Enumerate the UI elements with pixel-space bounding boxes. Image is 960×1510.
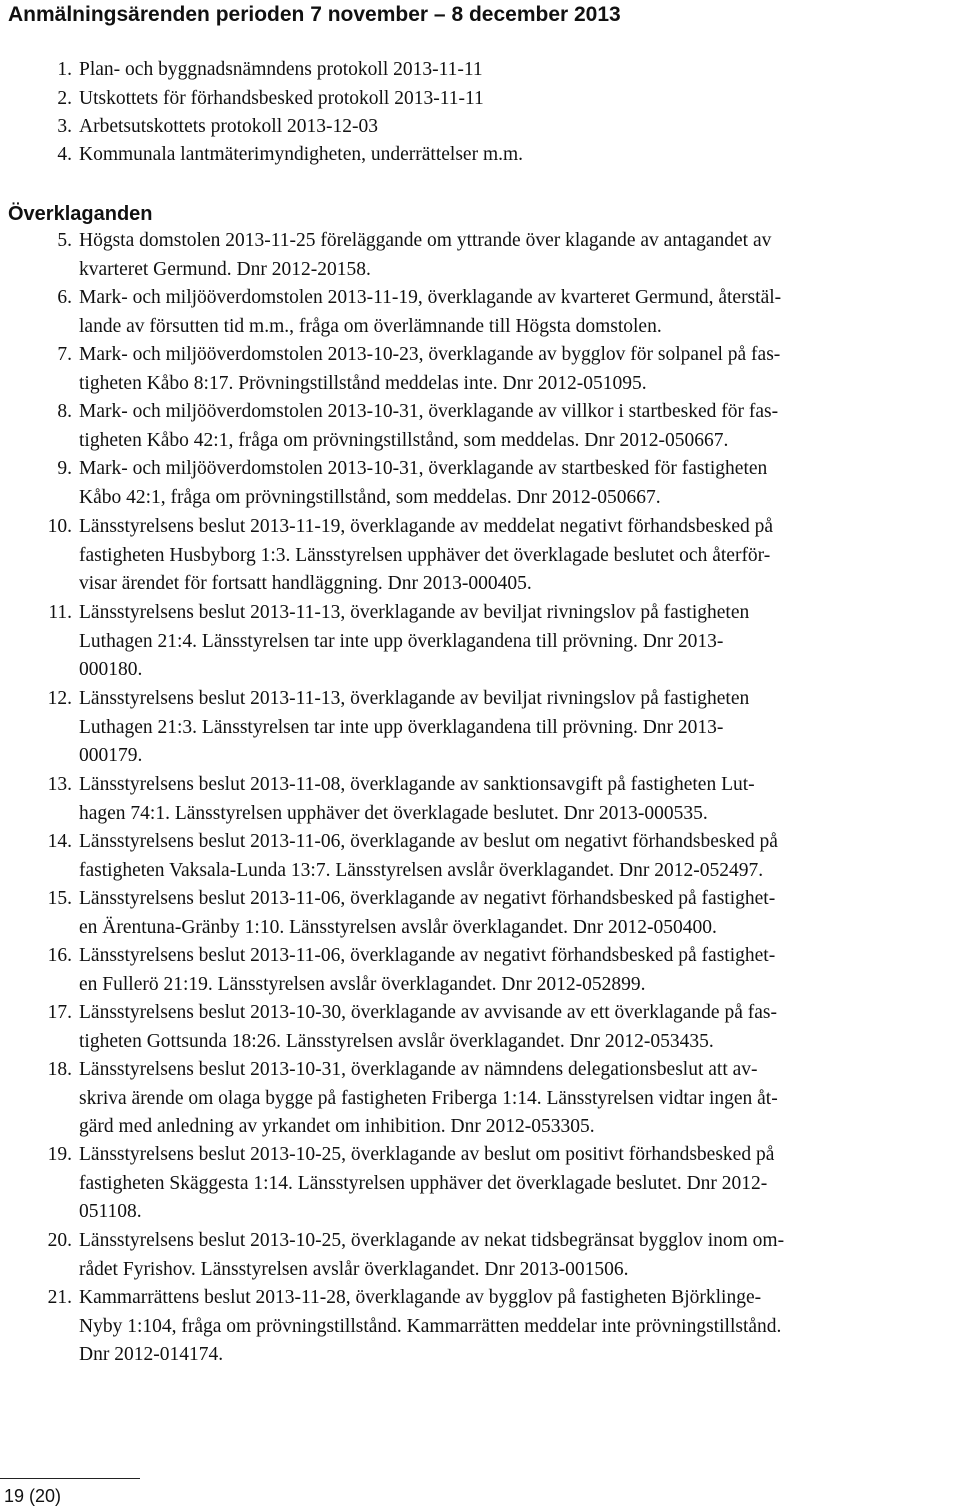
list-item-text: [79, 113, 959, 142]
footer-divider: [0, 1478, 140, 1479]
list-item-text-line: Länsstyrelsens beslut 2013-11-06, överklagande av beslut om negativt förhandsbesked på: [79, 831, 778, 852]
list-item-text-line: Mark- och miljööverdomstolen 2013-10-23, överklagande av bygglov för solpanel på fas-: [79, 344, 781, 365]
list-item-text-line: visar ärendet för fortsatt handläggning. Dnr 2013-000405.: [79, 573, 532, 594]
list-item-number: 13.: [47, 774, 72, 795]
list-item-text-line: Länsstyrelsens beslut 2013-10-31, överklagande av nämndens delegationsbeslut att av-: [79, 1059, 758, 1080]
list-item-text-line: Högsta domstolen 2013-11-25 föreläggande om yttrande över klagande av antagandet av: [79, 230, 772, 251]
list-item-text: [79, 828, 959, 885]
list-item-text: [79, 1284, 959, 1370]
list-item-text-line: hagen 74:1. Länsstyrelsen upphäver det överklagade beslutet. Dnr 2013-000535.: [79, 802, 708, 824]
page-number: 19 (20): [4, 1486, 62, 1506]
list-item-number: 9.: [57, 458, 72, 479]
list-item-number: 1.: [57, 59, 72, 80]
list-item-text-line: Arbetsutskottets protokoll 2013-12-03: [79, 116, 378, 137]
list-item-text: [79, 398, 959, 455]
list-item-text: [79, 141, 959, 170]
list-item-text-line: tigheten Kåbo 8:17. Prövningstillstånd meddelas inte. Dnr 2012-051095.: [79, 372, 647, 394]
list-item-number: 17.: [47, 1002, 72, 1023]
list-item-text-line: Utskottets för förhandsbesked protokoll 2013-11-11: [79, 88, 484, 109]
list-item-text-line: Luthagen 21:3. Länsstyrelsen tar inte upp överklagandena till prövning. Dnr 2013-: [79, 716, 724, 738]
list-item-number: 20.: [47, 1230, 72, 1251]
list-item-text: [79, 771, 959, 828]
list-item-number: 16.: [47, 945, 72, 966]
list-item-text-line: kvarteret Germund. Dnr 2012-20158.: [79, 258, 371, 280]
list-item-text-line: fastigheten Skäggesta 1:14. Länsstyrelsen upphäver det överklagade beslutet. Dnr 2012-: [79, 1172, 768, 1194]
list-item-text-line: fastigheten Vaksala-Lunda 13:7. Länsstyrelsen avslår överklagandet. Dnr 2012-052497.: [79, 859, 764, 881]
list-item-text-line: en Ärentuna-Gränby 1:10. Länsstyrelsen avslår överklagandet. Dnr 2012-050400.: [79, 916, 717, 938]
list-item-text-line: Länsstyrelsens beslut 2013-11-19, överklagande av meddelat negativt förhandsbesked på: [79, 516, 774, 537]
list-item-number: 19.: [47, 1144, 72, 1165]
list-item-text: [79, 341, 959, 398]
list-item-number: 21.: [47, 1287, 72, 1308]
list-item-text: [79, 885, 959, 942]
list-item-text: [79, 56, 959, 85]
list-item-text-line: skriva ärende om olaga bygge på fastigheten Friberga 1:14. Länsstyrelsen vidtar ingen åt-: [79, 1087, 778, 1109]
list-item-text-line: Mark- och miljööverdomstolen 2013-10-31, överklagande av startbesked för fastigheten: [79, 458, 768, 479]
list-item-text: [79, 284, 959, 341]
list-item-text-line: 000179.: [79, 745, 143, 766]
list-item-text-line: Länsstyrelsens beslut 2013-11-13, överklagande av beviljat rivningslov på fastigheten: [79, 688, 750, 709]
list-item-number: 5.: [57, 230, 72, 251]
list-item-text-line: tigheten Kåbo 42:1, fråga om prövningstillstånd, som meddelas. Dnr 2012-050667.: [79, 429, 729, 451]
list-item-text-line: Mark- och miljööverdomstolen 2013-11-19, överklagande av kvarteret Germund, återstäl-: [79, 287, 782, 308]
list-item-number: 8.: [57, 401, 72, 422]
list-item-text-line: Länsstyrelsens beslut 2013-11-08, överklagande av sanktionsavgift på fastigheten Lut-: [79, 774, 755, 795]
list-item-number: 15.: [47, 888, 72, 909]
list-item-text-line: gärd med anledning av yrkandet om inhibition. Dnr 2012-053305.: [79, 1116, 595, 1137]
list-item-text: [79, 455, 959, 512]
list-item-number: 10.: [47, 516, 72, 537]
list-item-text-line: fastigheten Husbyborg 1:3. Länsstyrelsen upphäver det överklagade beslutet och återför-: [79, 544, 771, 566]
list-item-text: [79, 942, 959, 999]
list-item-text-line: Länsstyrelsens beslut 2013-11-06, överklagande av negativt förhandsbesked på fastighet-: [79, 945, 776, 966]
section-heading-overklaganden: Överklaganden: [8, 203, 153, 225]
list-item-text-line: Länsstyrelsens beslut 2013-10-30, överklagande av avvisande av ett överklagande på fas-: [79, 1002, 777, 1023]
list-item-text-line: Luthagen 21:4. Länsstyrelsen tar inte upp överklagandena till prövning. Dnr 2013-: [79, 630, 724, 652]
list-item-text-line: Kammarrättens beslut 2013-11-28, överklagande av bygglov på fastigheten Björklinge-: [79, 1287, 762, 1308]
list-item-text-line: Länsstyrelsens beslut 2013-11-06, överklagande av negativt förhandsbesked på fastighet-: [79, 888, 776, 909]
list-item-number: 14.: [47, 831, 72, 852]
list-item-text: [79, 1141, 959, 1227]
list-item-text: [79, 85, 959, 114]
list-item-number: 3.: [57, 116, 72, 137]
list-item-number: 6.: [57, 287, 72, 308]
list-item-number: 18.: [47, 1059, 72, 1080]
list-item-text: [79, 999, 959, 1056]
list-item-text-line: tigheten Gottsunda 18:26. Länsstyrelsen avslår överklagandet. Dnr 2012-053435.: [79, 1030, 714, 1052]
list-item-text-line: Länsstyrelsens beslut 2013-11-13, överklagande av beviljat rivningslov på fastigheten: [79, 602, 750, 623]
list-item-text-line: Länsstyrelsens beslut 2013-10-25, överklagande av nekat tidsbegränsat bygglov inom om-: [79, 1230, 785, 1251]
page-title: Anmälningsärenden perioden 7 november – 8 december 2013: [8, 3, 621, 26]
list-item-text-line: 000180.: [79, 659, 143, 680]
list-item-number: 7.: [57, 344, 72, 365]
list-item-text-line: Kåbo 42:1, fråga om prövningstillstånd, som meddelas. Dnr 2012-050667.: [79, 486, 661, 508]
list-item-text-line: Kommunala lantmäterimyndigheten, underrättelser m.m.: [79, 144, 524, 165]
list-item-text-line: Nyby 1:104, fråga om prövningstillstånd. Kammarrätten meddelar inte prövningstillstånd.: [79, 1315, 782, 1337]
list-item-text-line: en Fullerö 21:19. Länsstyrelsen avslår överklagandet. Dnr 2012-052899.: [79, 973, 646, 995]
list-item-text-line: rådet Fyrishov. Länsstyrelsen avslår överklagandet. Dnr 2013-001506.: [79, 1258, 629, 1280]
list-item-text: [79, 1227, 959, 1284]
list-item-text-line: Plan- och byggnadsnämndens protokoll 2013-11-11: [79, 59, 483, 80]
list-item-text: [79, 599, 959, 685]
list-item-text: [79, 513, 959, 599]
list-item-text: [79, 1056, 959, 1142]
list-item-text: [79, 227, 959, 284]
list-item-text-line: Dnr 2012-014174.: [79, 1344, 224, 1365]
list-item-text-line: lande av försutten tid m.m., fråga om överlämnande till Högsta domstolen.: [79, 315, 662, 337]
list-item-text-line: Länsstyrelsens beslut 2013-10-25, överklagande av beslut om positivt förhandsbesked på: [79, 1144, 775, 1165]
list-item-number: 11.: [48, 602, 72, 623]
list-item-text: [79, 685, 959, 771]
list-item-number: 4.: [57, 144, 72, 165]
list-item-text-line: 051108.: [79, 1201, 142, 1222]
list-item-number: 12.: [47, 688, 72, 709]
list-item-text-line: Mark- och miljööverdomstolen 2013-10-31, överklagande av villkor i startbesked för fas-: [79, 401, 779, 422]
list-item-number: 2.: [57, 88, 72, 109]
